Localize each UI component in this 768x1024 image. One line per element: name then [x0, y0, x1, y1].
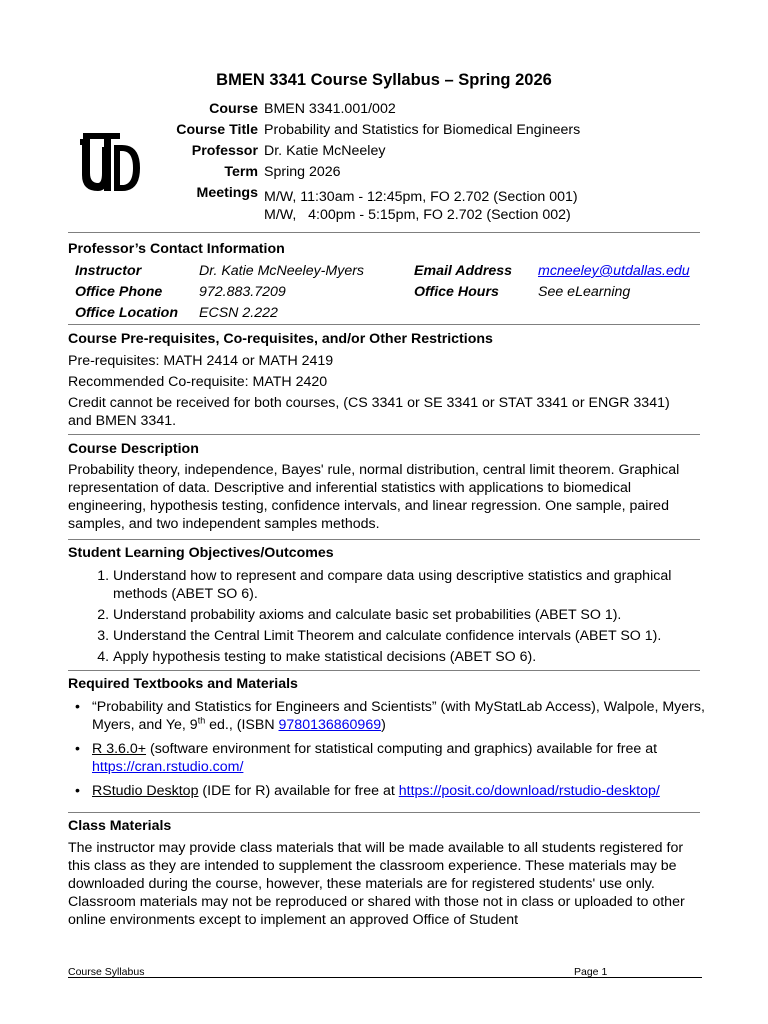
course-title-value: Probability and Statistics for Biomedical Engineers: [264, 122, 581, 138]
professor-label: Professor: [191, 143, 258, 159]
office-hours-label: Office Hours: [414, 284, 499, 300]
textbooks-list: [68, 698, 729, 800]
contact-row: [75, 304, 690, 325]
divider: [68, 670, 700, 671]
rstudio-link[interactable]: https://posit.co/download/rstudio-desktop/: [398, 783, 660, 799]
prereq-line: Pre-requisites: MATH 2414 or MATH 2419: [68, 353, 334, 369]
rstudio-description: (IDE for R) available for free at: [198, 783, 399, 799]
term-label: Term: [224, 164, 258, 180]
office-location-label: Office Location: [75, 305, 179, 321]
textbooks-heading: Required Textbooks and Materials: [68, 676, 298, 692]
professor-row: [150, 142, 580, 163]
meetings-values: [264, 184, 578, 224]
textbook-citation: “Probability and Statistics for Engineers and Scientists” (with MyStatLab Access), Walpole, Myers, Myers, and Ye, 9: [92, 699, 705, 733]
email-label: Email Address: [414, 263, 513, 279]
bullet-icon: •: [75, 783, 80, 799]
contact-heading: Professor’s Contact Information: [68, 241, 285, 257]
class-materials-heading: Class Materials: [68, 818, 172, 834]
course-title-row: [150, 121, 580, 142]
r-software-name: R 3.6.0+: [92, 741, 147, 757]
course-value: BMEN 3341.001/002: [264, 101, 396, 117]
divider: [68, 324, 700, 325]
isbn-link[interactable]: 9780136860969: [278, 717, 382, 733]
coreq-line: Recommended Co-requisite: MATH 2420: [68, 374, 328, 390]
office-phone-value: 972.883.7209: [199, 284, 286, 300]
footer-rule: [68, 977, 702, 978]
objectives-list: [68, 567, 753, 669]
course-title-label: Course Title: [176, 122, 258, 138]
professor-value: Dr. Katie McNeeley: [264, 143, 386, 159]
page-number: Page 1: [574, 966, 608, 978]
class-materials-text: The instructor may provide class materials that will be made available to all students registered for this class as they are intended to supplement the classroom experience. These materials may be downloaded during the course, however, these materials are for registered students' use only. Classroom materials may not be reproduced or shared with those not in class or uploaded to other online environments except to implement an approved Office of Student: [68, 840, 685, 928]
instructor-label: Instructor: [75, 263, 142, 279]
prereq-heading: Course Pre-requisites, Co-requisites, and/or Other Restrictions: [68, 331, 493, 347]
objective-item: 4. Apply hypothesis testing to make statistical decisions (ABET SO 6).: [113, 648, 753, 666]
rstudio-name: RStudio Desktop: [92, 783, 199, 799]
email-link[interactable]: mcneeley@utdallas.edu: [538, 263, 690, 279]
isbn-prefix: ed., (ISBN: [205, 717, 279, 733]
objective-item: 3. Understand the Central Limit Theorem and calculate confidence intervals (ABET SO 1).: [113, 627, 753, 645]
contact-table: [75, 262, 690, 325]
contact-row: [75, 283, 690, 304]
divider: [68, 812, 700, 813]
cran-link[interactable]: https://cran.rstudio.com/: [92, 759, 244, 775]
textbook-item: [75, 698, 712, 734]
credit-restriction: Credit cannot be received for both courses, (CS 3341 or SE 3341 or STAT 3341 or ENGR 3341) and BMEN 3341.: [68, 395, 670, 429]
meeting-section-001: M/W, 11:30am - 12:45pm, FO 2.702 (Section 001): [264, 189, 578, 205]
office-hours-value: See eLearning: [538, 284, 631, 300]
instructor-value: Dr. Katie McNeeley-Myers: [199, 263, 365, 279]
term-value: Spring 2026: [264, 164, 341, 180]
isbn-suffix: ): [381, 717, 386, 733]
divider: [68, 232, 700, 233]
contact-row: [75, 262, 690, 283]
course-label: Course: [209, 101, 258, 117]
footer-left: Course Syllabus: [68, 966, 145, 978]
page-title: BMEN 3341 Course Syllabus – Spring 2026: [216, 71, 552, 89]
description-text: Probability theory, independence, Bayes' rule, normal distribution, central limit theorem. Graphical representation of data. Descriptive and inferential statistics with applications to biomedical engineering, hypothesis testing, confidence intervals, and linear regression. One sample, paired samples, and two independent samples methods.: [68, 462, 680, 532]
term-row: [150, 163, 580, 184]
objective-item: 1. Understand how to represent and compare data using descriptive statistics and graphical methods (ABET SO 6).: [113, 567, 673, 603]
course-info: [150, 100, 580, 224]
bullet-icon: •: [75, 741, 80, 757]
course-row: [150, 100, 580, 121]
objective-item: 2. Understand probability axioms and calculate basic set probabilities (ABET SO 1).: [113, 606, 753, 624]
bullet-icon: •: [75, 699, 80, 715]
divider: [68, 539, 700, 540]
utd-logo: [78, 133, 142, 193]
meetings-row: [150, 184, 580, 224]
meetings-label: Meetings: [196, 185, 258, 201]
office-location-value: ECSN 2.222: [199, 305, 278, 321]
edition-superscript: th: [197, 715, 206, 726]
software-item: [75, 740, 712, 776]
office-phone-label: Office Phone: [75, 284, 163, 300]
objectives-heading: Student Learning Objectives/Outcomes: [68, 545, 334, 561]
divider: [68, 434, 700, 435]
software-item: [75, 782, 729, 800]
r-software-description: (software environment for statistical computing and graphics) available for free at: [146, 741, 658, 757]
meeting-section-002: M/W, 4:00pm - 5:15pm, FO 2.702 (Section 002): [264, 207, 571, 223]
description-heading: Course Description: [68, 441, 199, 457]
